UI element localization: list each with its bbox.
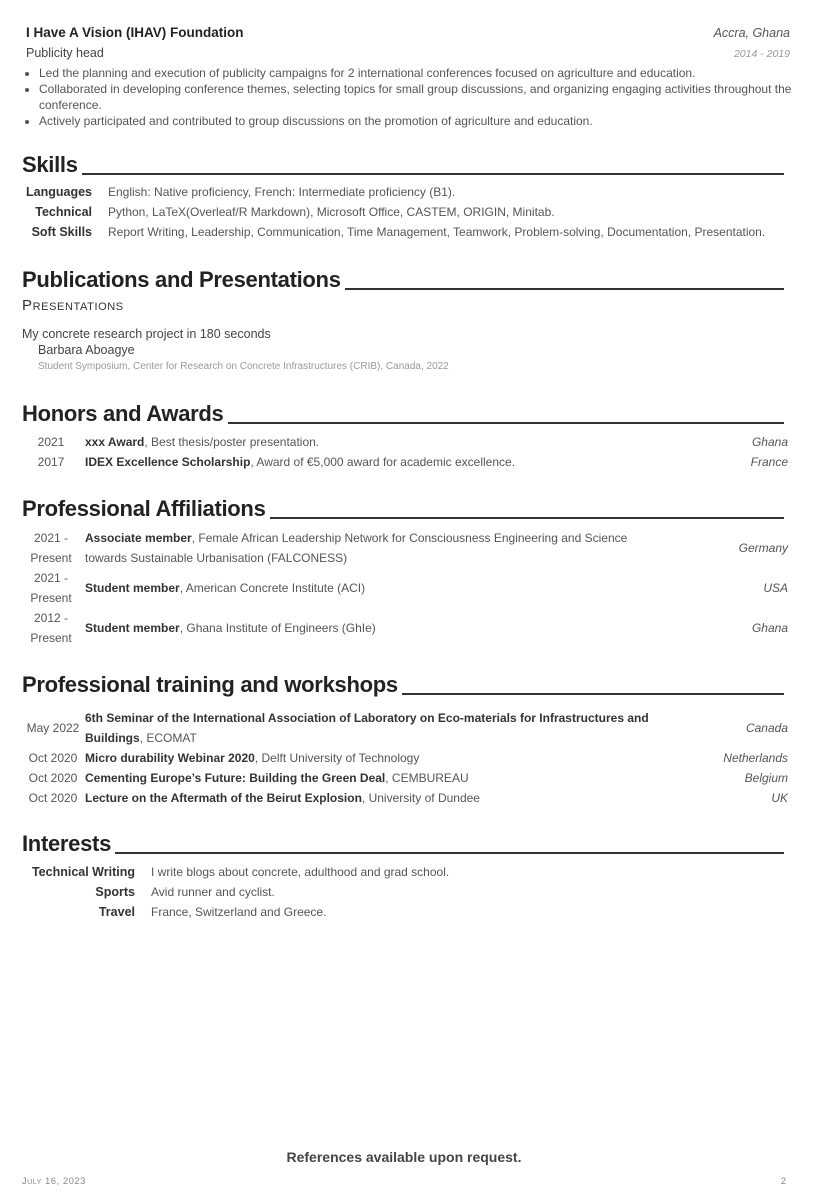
section-title: Skills: [22, 152, 78, 177]
interest-label: Technical Writing: [31, 865, 135, 879]
training-title: [85, 788, 685, 808]
responsibility-item: • Collaborated in developing conference themes, selecting topics for small group discussions, and organizing engaging activities throughout the conference.: [39, 81, 809, 113]
skill-label: Soft Skills: [31, 225, 92, 239]
honor-location: Ghana: [751, 435, 788, 449]
honor-name: xxx Award: [85, 435, 145, 449]
honor-text: [85, 432, 685, 452]
presentation-title: My concrete research project in 180 seconds: [22, 327, 271, 341]
affiliation-text: [85, 578, 685, 598]
affiliation-date-end: Present: [30, 551, 72, 565]
training-date: May 2022: [26, 721, 80, 735]
skill-text: Python, LaTeX(Overleaf/R Markdown), Microsoft Office, CASTEM, ORIGIN, Minitab.: [108, 205, 555, 219]
affiliation-org: , Female African Leadership Network for Consciousness Engineering and Science: [191, 531, 628, 545]
presentation-venue: Student Symposium, Center for Research on Concrete Infrastructures (CRIB), Canada, 2022: [38, 361, 449, 372]
honor-row: [22, 432, 788, 452]
training-title-line: Micro durability Webinar 2020: [85, 751, 255, 765]
training-title: [85, 708, 685, 728]
training-date: Oct 2020: [28, 771, 78, 785]
training-location: Belgium: [744, 771, 788, 785]
section-title: Professional Affiliations: [22, 496, 266, 521]
honor-date: 2017: [37, 455, 65, 469]
affiliation-location: Ghana: [751, 621, 788, 635]
skill-label: Languages: [26, 185, 92, 199]
section-title: Interests: [22, 831, 112, 856]
affiliation-row: [22, 528, 788, 568]
affiliation-org: , Ghana Institute of Engineers (GhIe): [179, 621, 376, 635]
training-title: [85, 768, 685, 788]
training-location: Netherlands: [723, 751, 788, 765]
honor-description: , Best thesis/poster presentation.: [144, 435, 320, 449]
references-note: References available upon request.: [286, 1149, 522, 1165]
skill-label: Technical: [35, 205, 92, 219]
affiliation-role: Student member: [85, 621, 180, 635]
affiliation-date-start: 2021 -: [33, 531, 69, 545]
affiliations-heading: [22, 492, 784, 522]
training-organizer: , Delft University of Technology: [254, 751, 420, 765]
training-date: Oct 2020: [28, 791, 78, 805]
affiliation-location: USA: [763, 581, 788, 595]
section-title: Honors and Awards: [22, 401, 224, 426]
training-row: [22, 748, 788, 768]
interest-label: Sports: [95, 885, 135, 899]
training-location: Canada: [745, 721, 788, 735]
training-heading: [22, 668, 784, 698]
training-organizer: , University of Dundee: [361, 791, 480, 805]
affiliation-date-end: Present: [30, 631, 72, 645]
training-title-line: Buildings: [85, 731, 140, 745]
responsibility-item: • Actively participated and contributed to group discussions on the promotion of agriculture and education.: [39, 113, 809, 129]
affiliation-date-start: 2021 -: [33, 571, 69, 585]
interest-text: France, Switzerland and Greece.: [151, 905, 327, 919]
section-title: Publications and Presentations: [22, 267, 341, 292]
honor-date: 2021: [37, 435, 65, 449]
skills-heading: [22, 148, 784, 178]
affiliation-role: Associate member: [85, 531, 192, 545]
training-location: UK: [771, 791, 788, 805]
training-organizer: , CEMBUREAU: [385, 771, 469, 785]
responsibility-list: [22, 65, 809, 129]
interest-text: Avid runner and cyclist.: [151, 885, 275, 899]
interests-heading: [22, 827, 784, 857]
affiliation-org: , American Concrete Institute (ACI): [179, 581, 366, 595]
honor-text: [85, 452, 685, 472]
section-rule: [270, 517, 784, 519]
affiliation-org-continued: towards Sustainable Urbanisation (FALCONESS): [85, 551, 348, 565]
publications-heading: [22, 263, 784, 293]
interest-text: I write blogs about concrete, adulthood and grad school.: [151, 865, 450, 879]
organization-location: Accra, Ghana: [713, 26, 790, 40]
interest-label: Travel: [98, 905, 135, 919]
responsibility-item: • Led the planning and execution of publicity campaigns for 2 international conferences focused on agriculture and education.: [39, 65, 809, 81]
role-years: 2014 - 2019: [733, 48, 790, 60]
honor-location: France: [750, 455, 788, 469]
affiliation-text: [85, 618, 685, 638]
page-number: 2: [780, 1176, 786, 1187]
affiliation-location: Germany: [738, 541, 788, 555]
section-rule: [228, 422, 785, 424]
skill-text: Report Writing, Leadership, Communication, Time Management, Teamwork, Problem-solving, Documentation, Presentation.: [108, 225, 766, 239]
training-title-continued: [85, 728, 685, 748]
training-row: [22, 788, 788, 808]
training-row: [22, 768, 788, 788]
section-title: Professional training and workshops: [22, 672, 398, 697]
training-title: [85, 748, 685, 768]
affiliation-text: [85, 528, 685, 548]
training-row: [22, 708, 788, 748]
affiliation-date-start: 2012 -: [33, 611, 69, 625]
training-title-line: 6th Seminar of the International Association of Laboratory on Eco-materials for Infrastructures and: [85, 711, 649, 725]
training-organizer: , ECOMAT: [139, 731, 197, 745]
affiliation-row: [22, 608, 788, 648]
organization-name: I Have A Vision (IHAV) Foundation: [26, 25, 244, 40]
honor-name: IDEX Excellence Scholarship: [85, 455, 251, 469]
section-rule: [402, 693, 784, 695]
presentation-author: Barbara Aboagye: [38, 343, 135, 357]
section-rule: [345, 288, 784, 290]
presentations-subheading: Presentations: [22, 297, 124, 314]
skill-text: English: Native proficiency, French: Intermediate proficiency (B1).: [108, 185, 456, 199]
honor-description: , Award of €5,000 award for academic excellence.: [250, 455, 516, 469]
section-rule: [82, 173, 784, 175]
role-title: Publicity head: [26, 46, 104, 60]
honors-heading: [22, 397, 784, 427]
affiliation-role: Student member: [85, 581, 180, 595]
training-title-line: Lecture on the Aftermath of the Beirut Explosion: [85, 791, 362, 805]
section-rule: [115, 852, 784, 854]
training-date: Oct 2020: [28, 751, 78, 765]
footer-date: July 16, 2023: [22, 1176, 86, 1187]
training-title-line: Cementing Europe’s Future: Building the Green Deal: [85, 771, 386, 785]
affiliation-row: [22, 568, 788, 608]
affiliation-date-end: Present: [30, 591, 72, 605]
honor-row: [22, 452, 788, 472]
